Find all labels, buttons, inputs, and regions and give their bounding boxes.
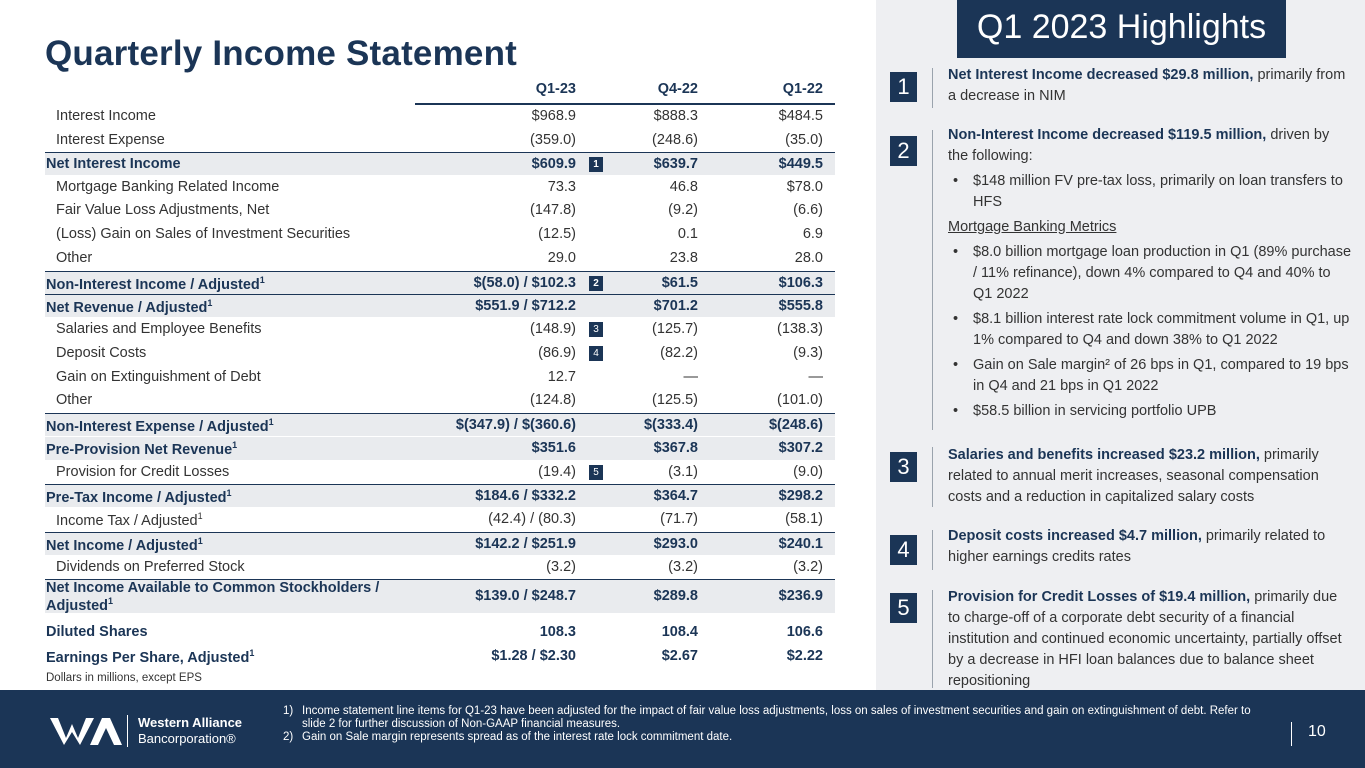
cell-q4-22: (3.1) [668,464,698,480]
cell-q1-23: (86.9) [538,345,576,361]
cell-q4-22: $289.8 [653,588,698,604]
cell-q1-23: 73.3 [547,179,576,195]
table-row [45,508,835,531]
logo-divider [127,715,128,747]
company-line-1: Western Alliance [138,715,243,730]
divider [932,68,933,108]
bullet-item: • $148 million FV pre-tax loss, primarily on loan transfers to HFS [973,171,1353,213]
cell-q1-22: $(248.6) [768,417,823,433]
row-label [46,156,181,172]
row-label [46,582,396,613]
cell-q4-22: $364.7 [653,488,698,504]
row-label [56,321,262,337]
row-label-text: Pre-Tax Income / Adjusted [46,489,227,506]
row-label-text: Net Income / Adjusted [46,537,198,554]
highlight-item-4 [890,528,1355,572]
cell-q1-22: $240.1 [778,536,823,552]
cell-q4-22: 23.8 [669,250,698,266]
row-label [56,226,350,242]
table-row [45,556,835,579]
subheading: Mortgage Banking Metrics [948,219,1117,235]
divider [932,130,933,430]
row-label [46,275,265,293]
row-label-text: Net Revenue / Adjusted [46,299,208,316]
reference-badge: 1 [589,157,603,172]
cell-q1-23: $184.6 / $332.2 [475,488,576,504]
row-label-text: Mortgage Banking Related Income [56,179,280,195]
bullet-item: • $8.1 billion interest rate lock commitment volume in Q1, up 1% compared to Q4 and down 38% to Q1 2022 [973,309,1353,351]
row-label-text: Earnings Per Share, Adjusted [46,649,250,666]
row-label-text: Salaries and Employee Benefits [56,321,262,337]
footnote-marker: 1 [268,417,274,427]
cell-q1-23: 12.7 [547,369,576,385]
row-label-text: Non-Interest Expense / Adjusted [46,418,269,435]
table-row [45,129,835,152]
cell-q4-22: 46.8 [669,179,698,195]
row-label-text: Income Tax / Adjusted [56,512,198,529]
highlight-text [948,445,1353,508]
table-row [45,318,835,341]
row-label [56,108,156,124]
row-label [46,417,274,435]
cell-q1-23: (148.9) [530,321,576,337]
row-label [56,464,229,480]
row-label-text: Dividends on Preferred Stock [56,559,245,575]
footnote-marker: 1 [249,648,255,658]
row-label-text: Other [56,250,93,266]
cell-q1-22: (138.3) [777,321,823,337]
cell-q1-23: (359.0) [530,132,576,148]
footnotes [283,705,1273,744]
cell-q1-22: — [808,369,823,385]
footnote-number: 1) [283,705,294,717]
row-label [56,559,245,575]
cell-q1-23: (147.8) [530,202,576,218]
western-alliance-logo-icon [50,716,122,746]
cell-q4-22: $2.67 [661,648,698,664]
cell-q1-22: 28.0 [794,250,823,266]
cell-q4-22: (82.2) [660,345,698,361]
row-label [56,202,269,218]
row-label [46,648,254,666]
row-label-text: Diluted Shares [46,624,148,640]
cell-q1-22: (3.2) [793,559,823,575]
cell-q1-22: $106.3 [778,275,823,291]
page-title: Quarterly Income Statement [45,34,518,73]
row-label-text: Deposit Costs [56,345,147,361]
row-label [46,440,237,458]
table-row [45,579,835,613]
cell-q4-22: $61.5 [661,275,698,291]
cell-q1-23: $351.6 [531,440,576,456]
table-row [45,342,835,365]
cell-q1-22: $307.2 [778,440,823,456]
bullet-item: • $58.5 billion in servicing portfolio UPB [973,401,1353,422]
col-header-q1-22: Q1-22 [782,81,823,97]
footnote-text: Gain on Sale margin represents spread as of the interest rate lock commitment date. [302,731,733,743]
highlight-head: Deposit costs increased $4.7 million, [948,528,1202,544]
cell-q1-22: $78.0 [786,179,823,195]
cell-q4-22: (125.5) [652,392,698,408]
row-label [56,132,165,148]
table-row [45,271,835,294]
highlight-text [948,587,1353,692]
cell-q1-22: 6.9 [802,226,823,242]
cell-q4-22: (248.6) [652,132,698,148]
table-row [45,532,835,555]
table-row [45,484,835,507]
cell-q1-23: $551.9 / $712.2 [475,298,576,314]
cell-q4-22: — [683,369,698,385]
cell-q1-23: $139.0 / $248.7 [475,588,576,604]
cell-q4-22: $293.0 [653,536,698,552]
row-label-text: Net Income Available to Common Stockholders / Adjusted [46,580,380,614]
reference-badge: 4 [589,346,603,361]
row-label [56,511,203,529]
footnote-marker: 1 [108,596,114,606]
footnote-2 [283,731,1273,744]
highlight-head: Provision for Credit Losses of $19.4 million, [948,589,1251,605]
cell-q1-23: 108.3 [539,624,576,640]
cell-q1-23: $609.9 [531,156,576,172]
cell-q1-23: $(347.9) / $(360.6) [455,417,576,433]
cell-q4-22: $639.7 [653,156,698,172]
footnote-text: Income statement line items for Q1-23 have been adjusted for the impact of fair value loss adjustments, loss on sales of investment securities and gain on extinguishment of debt. Refer to slide 2 for further discussion of Non-GAAP financial measures. [302,705,1251,730]
cell-q1-23: $142.2 / $251.9 [475,536,576,552]
highlight-head: Non-Interest Income decreased $119.5 million, [948,127,1267,143]
company-name [138,715,242,747]
row-label-text: Other [56,392,93,408]
row-label-text: Provision for Credit Losses [56,464,230,480]
highlight-number: 4 [890,535,917,565]
bullet-list [948,171,1353,213]
table-row [45,413,835,436]
row-label [56,392,92,408]
table-row [45,247,835,270]
row-label-text: Non-Interest Income / Adjusted [46,276,260,293]
cell-q4-22: (3.2) [668,559,698,575]
table-row [45,366,835,389]
table-row [45,199,835,222]
cell-q4-22: $888.3 [653,108,698,124]
row-label [46,624,148,640]
row-label-text: Gain on Extinguishment of Debt [56,369,261,385]
highlight-number: 3 [890,452,917,482]
cell-q4-22: (71.7) [660,511,698,527]
footnote-marker: 1 [259,275,265,285]
page-number: 10 [1308,723,1326,740]
highlight-number: 1 [890,72,917,102]
row-label [46,298,212,316]
highlight-text [948,526,1353,568]
row-label-text: Fair Value Loss Adjustments, Net [56,202,270,218]
table-row [45,176,835,199]
row-label [56,345,146,361]
reference-badge: 5 [589,465,603,480]
table-row [45,223,835,246]
bullet-list-2 [948,242,1353,422]
table-header [45,78,835,104]
row-label [46,488,232,506]
highlight-head: Salaries and benefits increased $23.2 million, [948,447,1260,463]
divider [932,590,933,688]
row-label [46,536,203,554]
col-header-q1-23: Q1-23 [535,81,576,97]
row-label-text: Net Interest Income [46,156,181,172]
bullet-item: • Gain on Sale margin² of 26 bps in Q1, compared to 19 bps in Q4 and 21 bps in Q1 2022 [973,355,1353,397]
company-line-2: Bancorporation® [138,731,236,746]
footnote-marker: 1 [226,488,232,498]
cell-q1-23: (3.2) [546,559,576,575]
footnote-marker: 1 [232,440,238,450]
row-label [56,369,261,385]
row-label [56,250,92,266]
highlight-head: Net Interest Income decreased $29.8 million, [948,67,1254,83]
cell-q1-22: (101.0) [777,392,823,408]
table-row [45,105,835,128]
cell-q1-22: $236.9 [778,588,823,604]
cell-q1-22: (35.0) [785,132,823,148]
highlight-text [948,125,1353,426]
highlight-item-1 [890,62,1355,112]
highlight-item-3 [890,447,1355,509]
table-row [45,294,835,317]
highlight-text [948,65,1353,107]
cell-q1-22: $555.8 [778,298,823,314]
cell-q1-22: (9.0) [793,464,823,480]
highlight-body: driven by the following: [948,127,1330,164]
reference-badge: 2 [589,276,603,291]
cell-q4-22: $701.2 [653,298,698,314]
footnote-number: 2) [283,731,294,743]
cell-q1-22: $2.22 [786,648,823,664]
col-header-q4-22: Q4-22 [657,81,698,97]
row-label [56,179,279,195]
table-row [45,152,835,175]
divider [932,530,933,570]
highlight-item-5 [890,588,1355,688]
highlight-number: 5 [890,593,917,623]
highlight-body: primarily related to annual merit increases, seasonal compensation costs and a reduction in capitalized salary costs [948,447,1319,505]
cell-q1-22: (9.3) [793,345,823,361]
bullet-item: • $8.0 billion mortgage loan production in Q1 (89% purchase / 11% refinance), down 4% compared to Q4 and 40% to Q1 2022 [973,242,1353,305]
highlight-body: primarily from a decrease in NIM [948,67,1346,104]
cell-q4-22: (125.7) [652,321,698,337]
cell-q1-23: (19.4) [538,464,576,480]
row-label-text: Pre-Provision Net Revenue [46,441,233,458]
cell-q4-22: (9.2) [668,202,698,218]
cell-q4-22: $367.8 [653,440,698,456]
footnote-marker: 1 [197,511,203,521]
reference-badge: 3 [589,322,603,337]
cell-q1-23: (124.8) [530,392,576,408]
cell-q4-22: 108.4 [661,624,698,640]
cell-q4-22: $(333.4) [643,417,698,433]
cell-q1-23: (12.5) [538,226,576,242]
divider [932,447,933,507]
cell-q1-23: $(58.0) / $102.3 [473,275,576,291]
highlight-body: primarily due to charge-off of a corporate debt security of a financial institution and continued economic uncertainty, partially offset by a decrease in HFI loan balances due to balance sheet repositioning [948,589,1342,689]
cell-q1-22: $449.5 [778,156,823,172]
highlight-item-2 [890,124,1355,434]
footnote-marker: 1 [197,536,203,546]
footnote-marker: 1 [207,298,213,308]
cell-q4-22: 0.1 [677,226,698,242]
highlight-number: 2 [890,136,917,166]
cell-q1-23: $1.28 / $2.30 [491,648,576,664]
highlights-title: Q1 2023 Highlights [957,0,1286,58]
table-note: Dollars in millions, except EPS [46,672,202,684]
footnote-1 [283,705,1273,731]
table-row [45,461,835,484]
row-label-text: Interest Expense [56,132,165,148]
table-row [45,621,835,644]
cell-q1-22: $484.5 [778,108,823,124]
row-label-text: (Loss) Gain on Sales of Investment Securities [56,226,351,242]
page-divider [1291,722,1292,746]
cell-q1-23: (42.4) / (80.3) [488,511,576,527]
cell-q1-22: (58.1) [785,511,823,527]
table-row [45,389,835,412]
highlight-body: primarily related to higher earnings credits rates [948,528,1326,565]
row-label-text: Interest Income [56,108,156,124]
cell-q1-23: 29.0 [547,250,576,266]
cell-q1-22: 106.6 [786,624,823,640]
footer-bar [0,690,1365,768]
cell-q1-22: (6.6) [793,202,823,218]
cell-q1-23: $968.9 [531,108,576,124]
cell-q1-22: $298.2 [778,488,823,504]
table-row [45,437,835,460]
table-row [45,645,835,668]
